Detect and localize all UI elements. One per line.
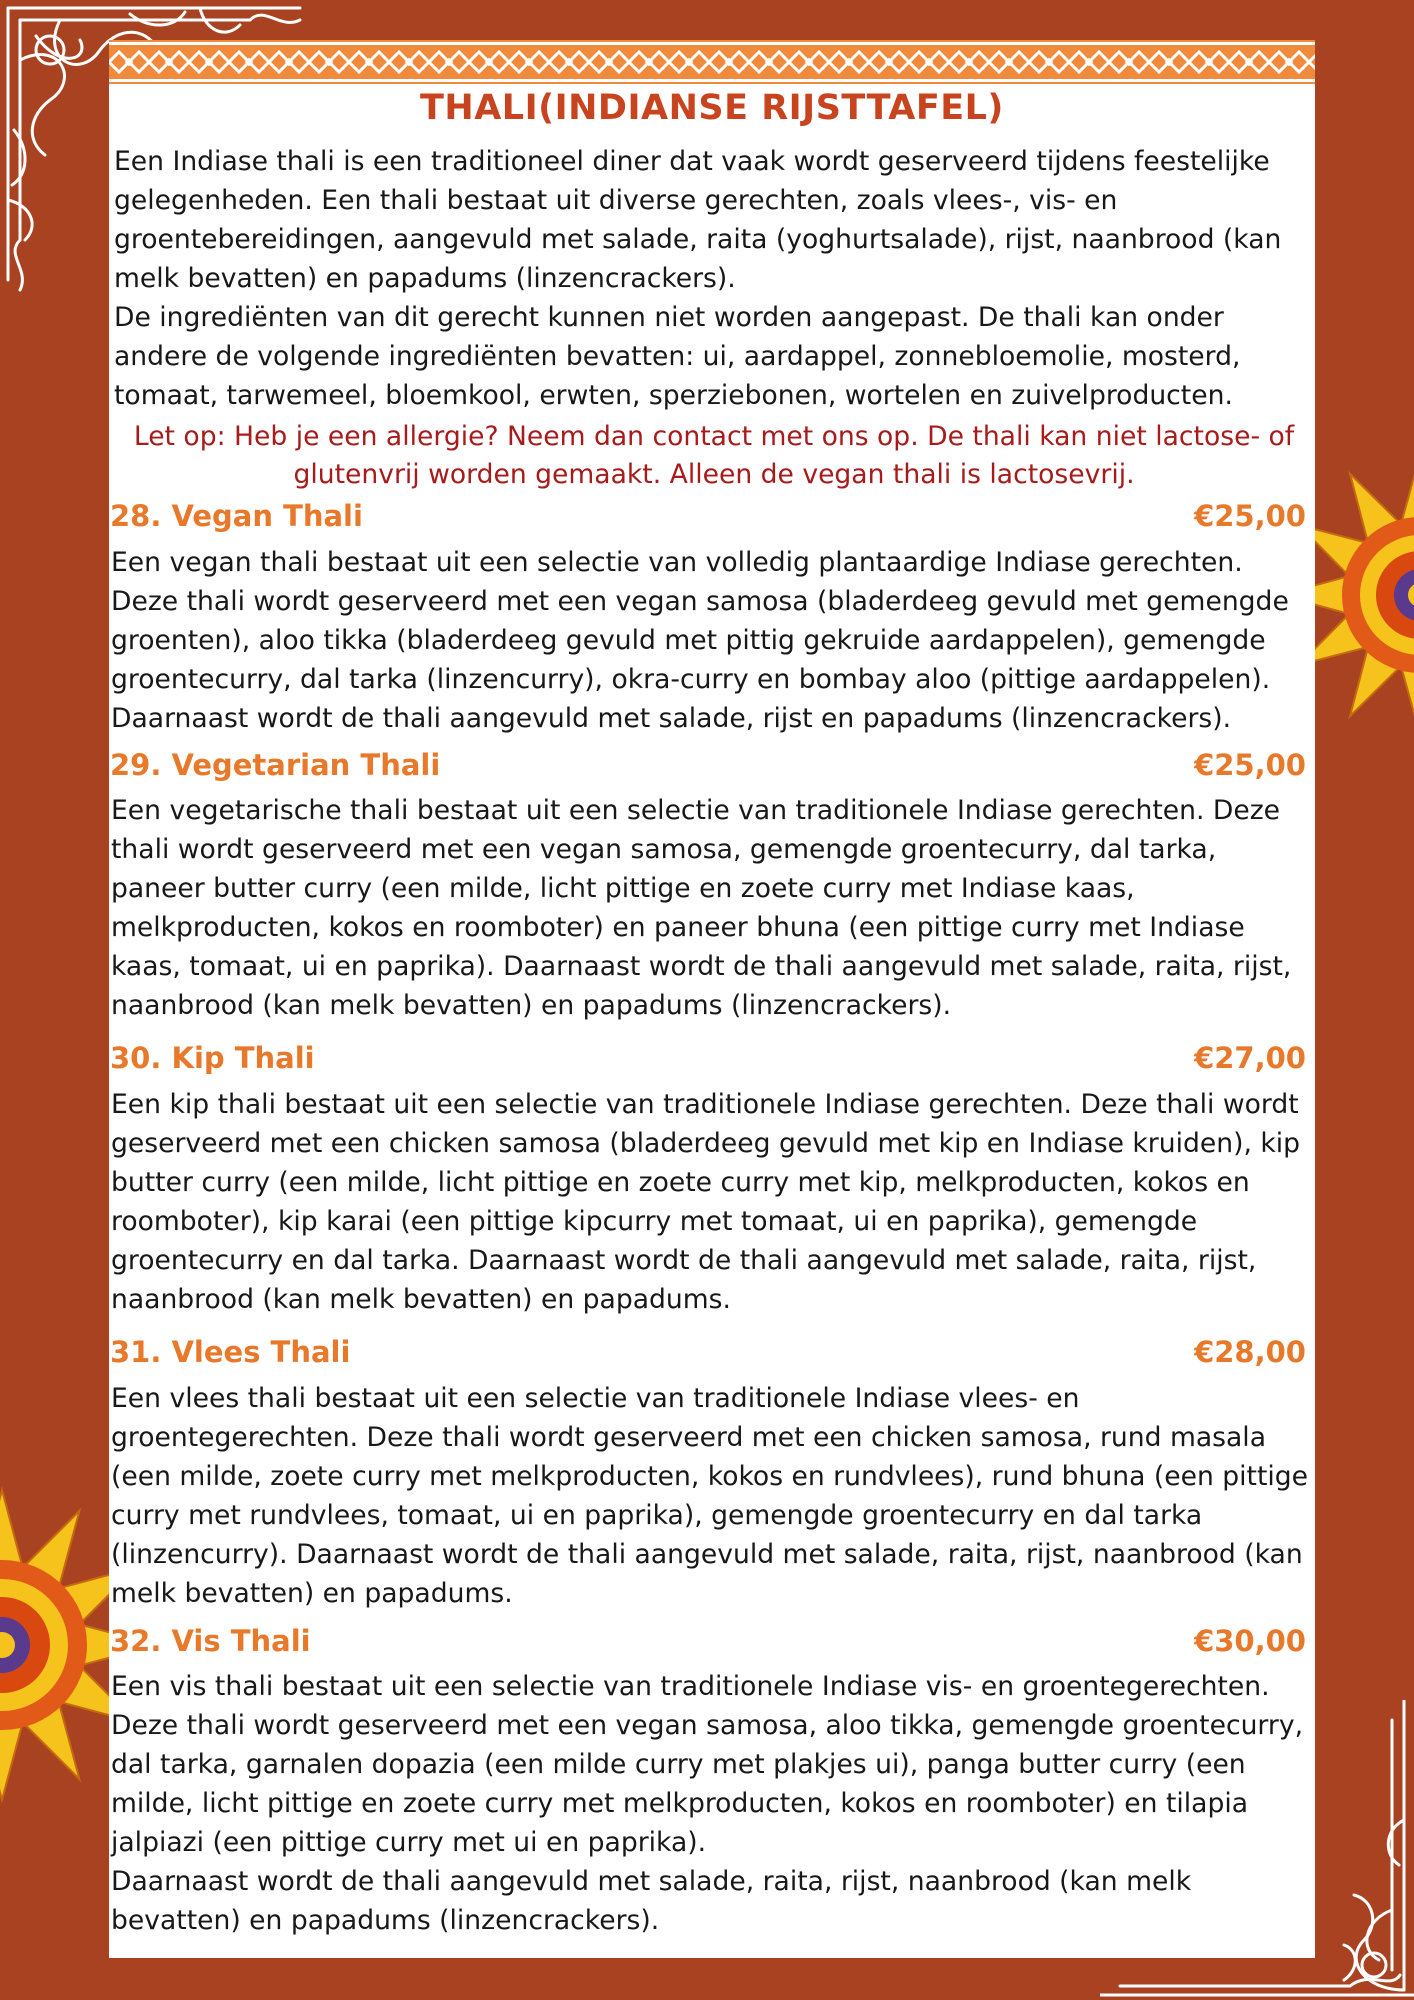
item-name: 30. Kip Thali [110, 1041, 315, 1075]
allergy-warning: Let op: Heb je een allergie? Neem dan contact met ons op. De thali kan niet lactose- of glutenvrij worden gemaakt. Alleen de vegan thali is lactosevrij. [133, 421, 1295, 490]
item-name: 28. Vegan Thali [110, 499, 363, 533]
decorative-border-band [109, 40, 1315, 84]
item-name: 32. Vis Thali [110, 1624, 311, 1658]
menu-item-heading [110, 1624, 1306, 1658]
item-description: Een vis thali bestaat uit een selectie van traditionele Indiase vis- en groentegerechten. Deze thali wordt geserveerd met een vegan samosa, aloo tikka, gemengde groentecurry, dal tarka, garnalen dopazia (een milde curry met plakjes ui), panga butter curry (een milde, licht pittige en zoete curry met melkproducten, kokos en roomboter) en tilapia jalpiazi (een pittige curry met ui en paprika). Daarnaast wordt de thali aangevuld met salade, raita, rijst, naanbrood (kan melk bevatten) en papadums (linzencrackers). [111, 1671, 1304, 1936]
mandala-flower-icon [1310, 445, 1414, 745]
item-price: €25,00 [1194, 499, 1306, 533]
item-price: €27,00 [1194, 1041, 1306, 1075]
menu-item-heading [110, 1335, 1306, 1369]
border-ornament-icon [1100, 1960, 1414, 2000]
corner-ornament-icon [1304, 1700, 1414, 2000]
item-description: Een vegetarische thali bestaat uit een selectie van traditionele Indiase gerechten. Deze thali wordt geserveerd met een vegan samosa, gemengde groentecurry, dal tarka, paneer butter curry (een milde, licht pittige en zoete curry met Indiase kaas, melkproducten, kokos en roomboter) en paneer bhuna (een pittige curry met Indiase kaas, tomaat, ui en paprika). Daarnaast wordt de thali aangevuld met salade, raita, rijst, naanbrood (kan melk bevatten) en papadums (linzencrackers). [111, 795, 1292, 1021]
menu-item-heading [110, 1041, 1306, 1075]
item-description: Een vegan thali bestaat uit een selectie van volledig plantaardige Indiase gerechten. Deze thali wordt geserveerd met een vegan samosa (bladerdeeg gevuld met gemengde groenten), aloo tikka (bladerdeeg gevuld met pittig gekruide aardappelen), gemengde groentecurry, dal tarka (linzencurry), okra-curry en bombay aloo (pittige aardappelen). Daarnaast wordt de thali aangevuld met salade, rijst en papadums (linzencrackers). [111, 547, 1289, 734]
item-price: €25,00 [1194, 748, 1306, 782]
item-price: €28,00 [1194, 1335, 1306, 1369]
page-title: THALI(INDIANSE RIJSTTAFEL) [420, 88, 1004, 128]
item-description: Een kip thali bestaat uit een selectie van traditionele Indiase gerechten. Deze thali wordt geserveerd met een chicken samosa (bladerdeeg gevuld met kip en Indiase kruiden), kip butter curry (een milde, licht pittige en zoete curry met kip, melkproducten, kokos en roomboter), kip karai (een pittige kipcurry met tomaat, ui en paprika), gemengde groentecurry en dal tarka. Daarnaast wordt de thali aangevuld met salade, raita, rijst, naanbrood (kan melk bevatten) en papadums. [111, 1089, 1301, 1315]
item-price: €30,00 [1194, 1624, 1306, 1658]
intro-text: Een Indiase thali is een traditioneel diner dat vaak wordt geserveerd tijdens feestelijke gelegenheden. Een thali bestaat uit diverse gerechten, zoals vlees-, vis- en groentebereidingen, aangevuld met salade, raita (yoghurtsalade), rijst, naanbrood (kan melk bevatten) en papadums (linzencrackers). De ingrediënten van dit gerecht kunnen niet worden aangepast. De thali kan onder andere de volgende ingrediënten bevatten: ui, aardappel, zonnebloemolie, mosterd, tomaat, tarwemeel, bloemkool, erwten, sperziebonen, wortelen en zuivelproducten. [114, 146, 1282, 411]
item-description: Een vlees thali bestaat uit een selectie van traditionele Indiase vlees- en groentegerechten. Deze thali wordt geserveerd met een chicken samosa, rund masala (een milde, zoete curry met melkproducten, kokos en rundvlees), rund bhuna (een pittige curry met rundvlees, tomaat, ui en paprika), gemengde groentecurry en dal tarka (linzencurry). Daarnaast wordt de thali aangevuld met salade, raita, rijst, naanbrood (kan melk bevatten) en papadums. [111, 1383, 1309, 1609]
item-name: 29. Vegetarian Thali [110, 748, 441, 782]
mandala-flower-icon [0, 1480, 110, 1810]
item-name: 31. Vlees Thali [110, 1335, 351, 1369]
menu-item-heading [110, 748, 1306, 782]
menu-item-heading [110, 499, 1306, 533]
